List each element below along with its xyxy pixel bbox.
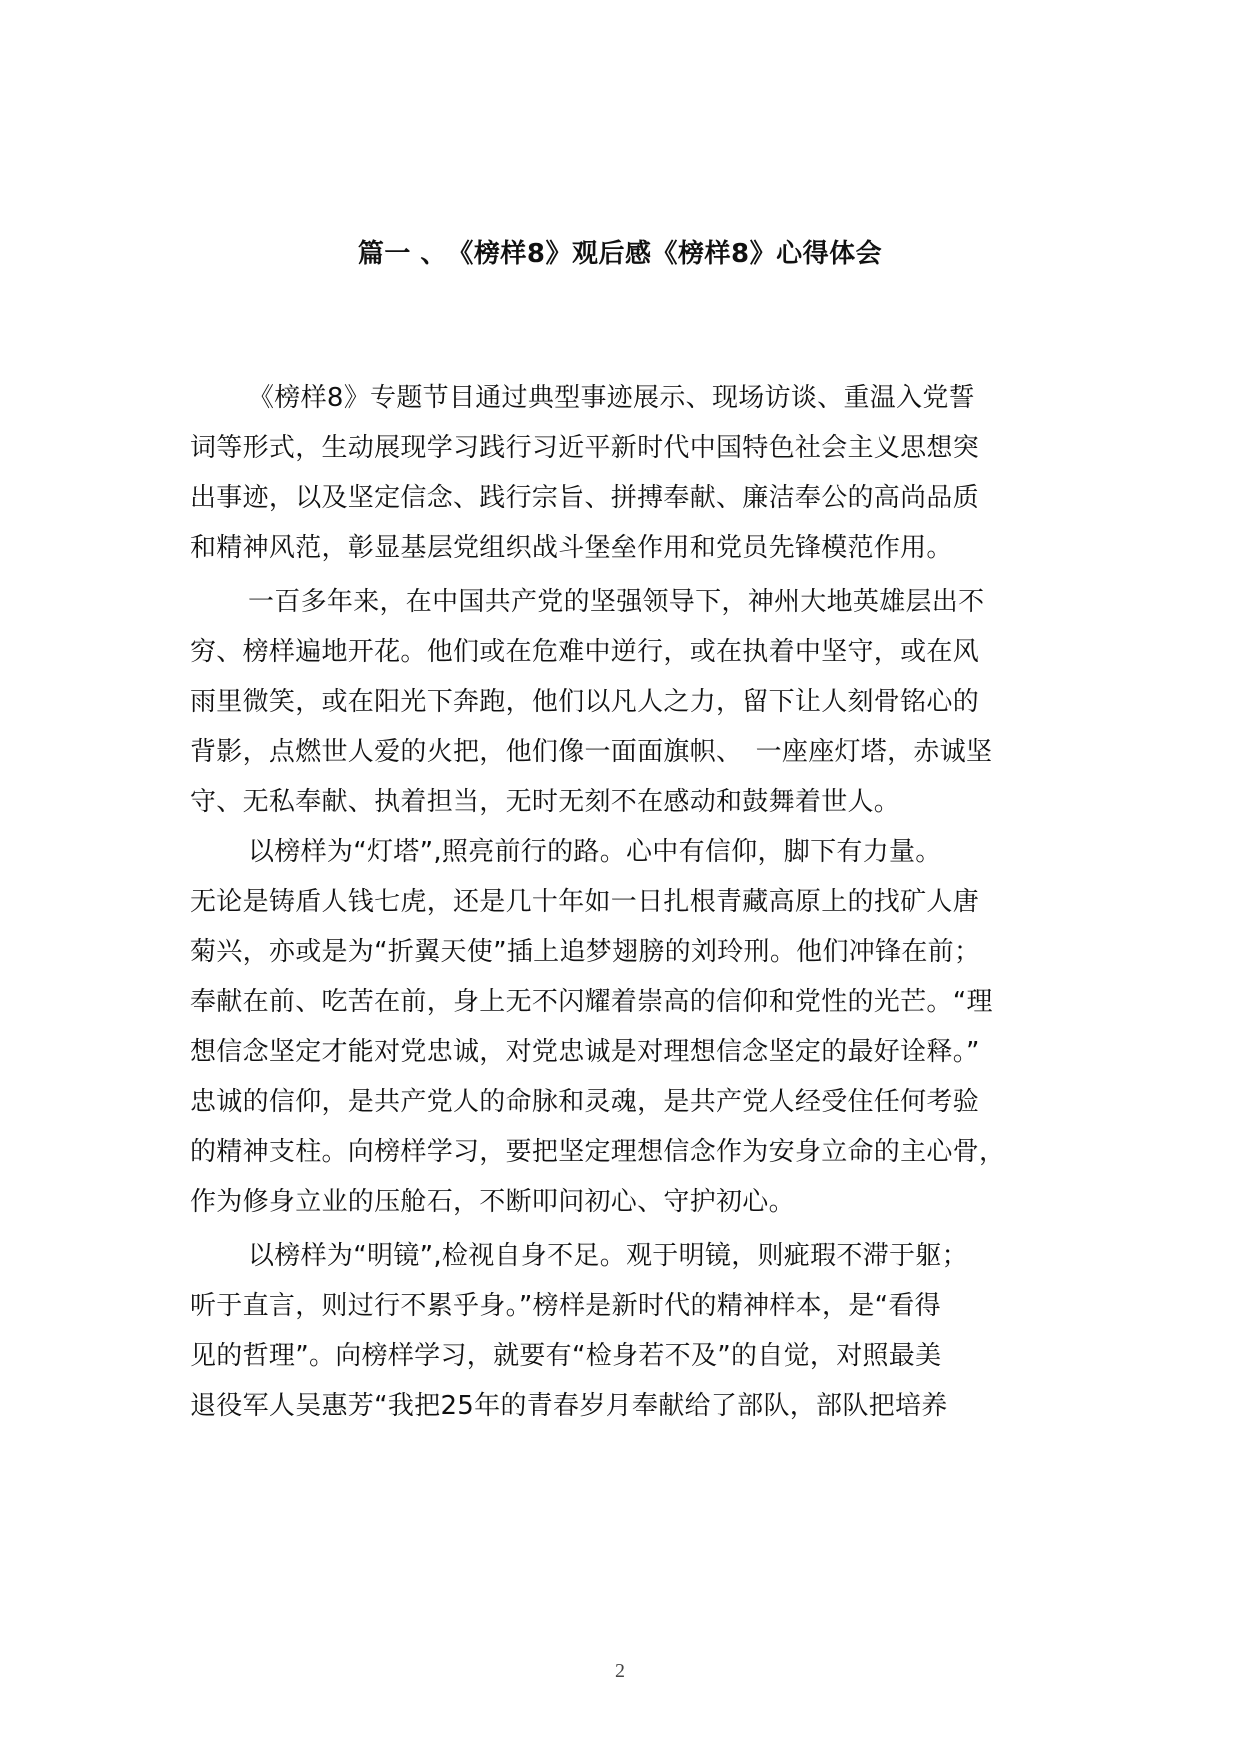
paragraph-line: 以榜样为“明镜”,检视自身不足。观于明镜，则疵瑕不滞于躯； — [248, 1241, 968, 1271]
page-number: 2 — [615, 1660, 625, 1682]
paragraph-line: 见的哲理”。向榜样学习，就要有“检身若不及”的自觉，对照最美 — [190, 1341, 942, 1371]
paragraph-line: 一百多年来，在中国共产党的坚强领导下，神州大地英雄层出不 — [248, 587, 985, 617]
paragraph-line: 听于直言，则过行不累乎身。”榜样是新时代的精神样本，是“看得 — [190, 1291, 941, 1321]
paragraph-line: 退役军人吴惠芳“我把25年的青春岁月奉献给了部队，部队把培养 — [190, 1391, 948, 1421]
paragraph-line: 菊兴，亦或是为“折翼天使”插上追梦翅膀的刘玲刑。他们冲锋在前； — [190, 937, 981, 967]
paragraph-line: 想信念坚定才能对党忠诚，对党忠诚是对理想信念坚定的最好诠释。” — [190, 1037, 980, 1067]
paragraph-line: 无论是铸盾人钱七虎，还是几十年如一日扎根青藏高原上的找矿人唐 — [190, 887, 980, 917]
paragraph-line: 穷、榜样遍地开花。他们或在危难中逆行，或在执着中坚守，或在风 — [190, 637, 980, 667]
paragraph-line: 守、无私奉献、执着担当，无时无刻不在感动和鼓舞着世人。 — [190, 787, 901, 817]
paragraph-line: 雨里微笑，或在阳光下奔跑，他们以凡人之力，留下让人刻骨铭心的 — [190, 687, 980, 717]
paragraph-line: 《榜样8》专题节目通过典型事迹展示、现场访谈、重温入党誓 — [248, 383, 975, 413]
paragraph-line: 出事迹，以及坚定信念、践行宗旨、拼搏奉献、廉洁奉公的高尚品质 — [190, 483, 980, 513]
paragraph-line: 忠诚的信仰，是共产党人的命脉和灵魂，是共产党人经受住任何考验 — [190, 1087, 980, 1117]
paragraph-line: 作为修身立业的压舱石，不断叩问初心、守护初心。 — [190, 1187, 795, 1217]
document-title: 篇一 、 《榜样8》观后感《榜样8》心得体会 — [357, 239, 883, 269]
paragraph-line: 以榜样为“灯塔”,照亮前行的路。心中有信仰，脚下有力量。 — [248, 837, 942, 867]
paragraph-line: 背影，点燃世人爱的火把，他们像一面面旗帜、 一座座灯塔，赤诚坚 — [190, 737, 993, 767]
paragraph-line: 词等形式，生动展现学习践行习近平新时代中国特色社会主义思想突 — [190, 433, 980, 463]
paragraph-line: 和精神风范，彰显基层党组织战斗堡垒作用和党员先锋模范作用。 — [190, 533, 953, 563]
paragraph-line: 奉献在前、吃苦在前，身上无不闪耀着崇高的信仰和党性的光芒。“理 — [190, 987, 993, 1017]
paragraph-line: 的精神支柱。向榜样学习，要把坚定理想信念作为安身立命的主心骨， — [190, 1137, 1006, 1167]
